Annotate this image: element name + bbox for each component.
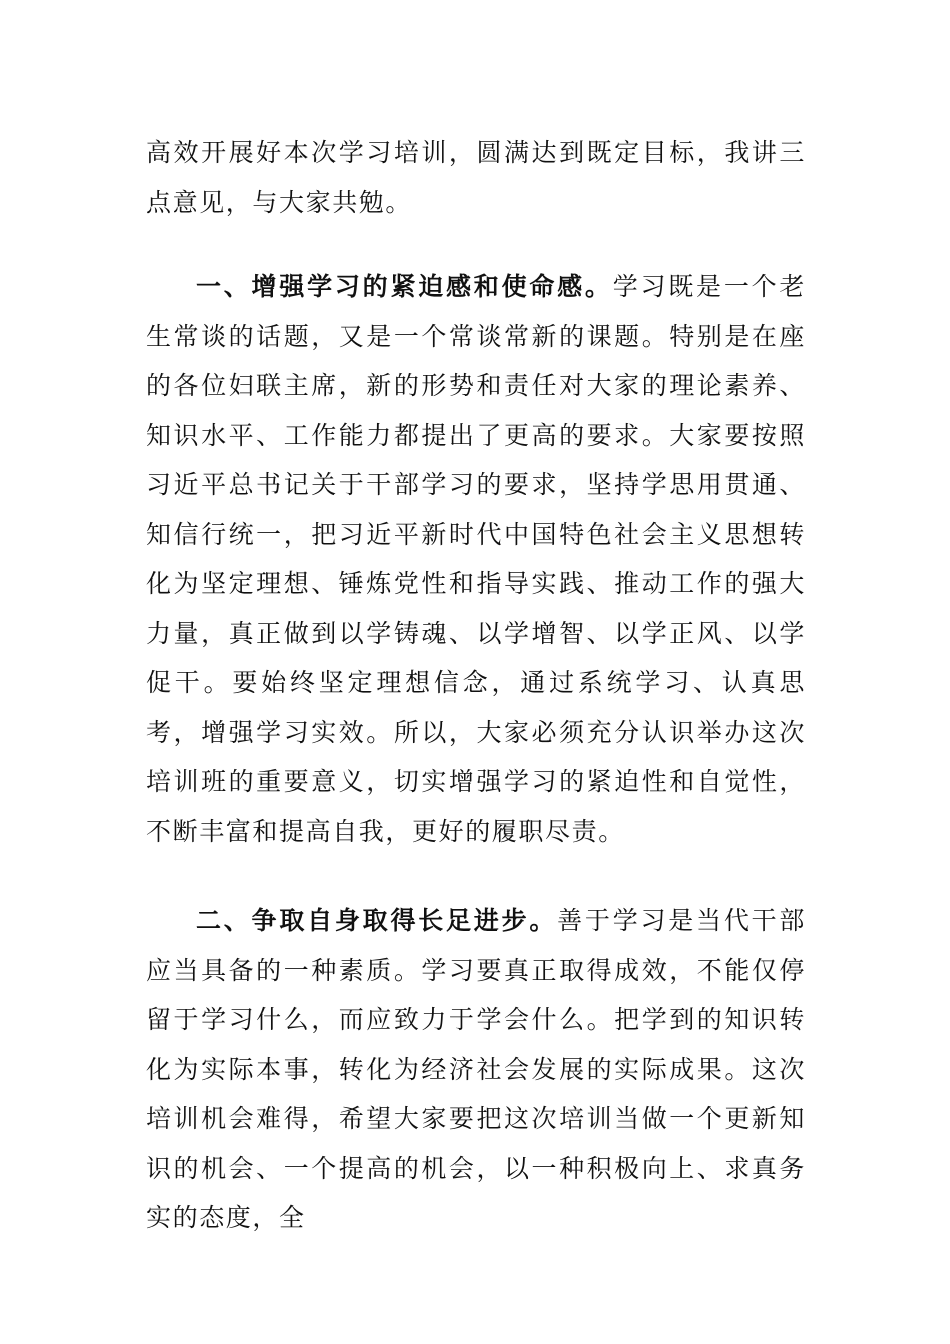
section-two-text: 善于学习是当代干部应当具备的一种素质。学习要真正取得成效，不能仅停留于学习什么，而应致力于学会什么。把学到的知识转化为实际本事，转化为经济社会发展的实际成果。这次培训机会难得，希望大家要把这次培训当做一个更新知识的机会、一个提高的机会，以一种积极向上、求真务实的态度，全 [146, 906, 806, 1232]
paragraph-intro-text: 高效开展好本次学习培训，圆满达到既定目标，我讲三点意见，与大家共勉。 [146, 138, 806, 217]
section-one-heading: 一、增强学习的紧迫感和使命感。 [196, 272, 613, 301]
paragraph-section-two [146, 896, 806, 1243]
paragraph-section-one [146, 262, 806, 856]
section-two-heading: 二、争取自身取得长足进步。 [196, 906, 558, 935]
section-one-text: 学习既是一个老生常谈的话题，又是一个常谈常新的课题。特别是在座的各位妇联主席，新的形势和责任对大家的理论素养、知识水平、工作能力都提出了更高的要求。大家要按照习近平总书记关于干部学习的要求，坚持学思用贯通、知信行统一，把习近平新时代中国特色社会主义思想转化为坚定理想、锤炼党性和指导实践、推动工作的强大力量，真正做到以学铸魂、以学增智、以学正风、以学促干。要始终坚定理想信念，通过系统学习、认真思考，增强学习实效。所以，大家必须充分认识举办这次培训班的重要意义，切实增强学习的紧迫性和自觉性，不断丰富和提高自我，更好的履职尽责。 [146, 272, 806, 846]
paragraph-intro [146, 128, 806, 227]
